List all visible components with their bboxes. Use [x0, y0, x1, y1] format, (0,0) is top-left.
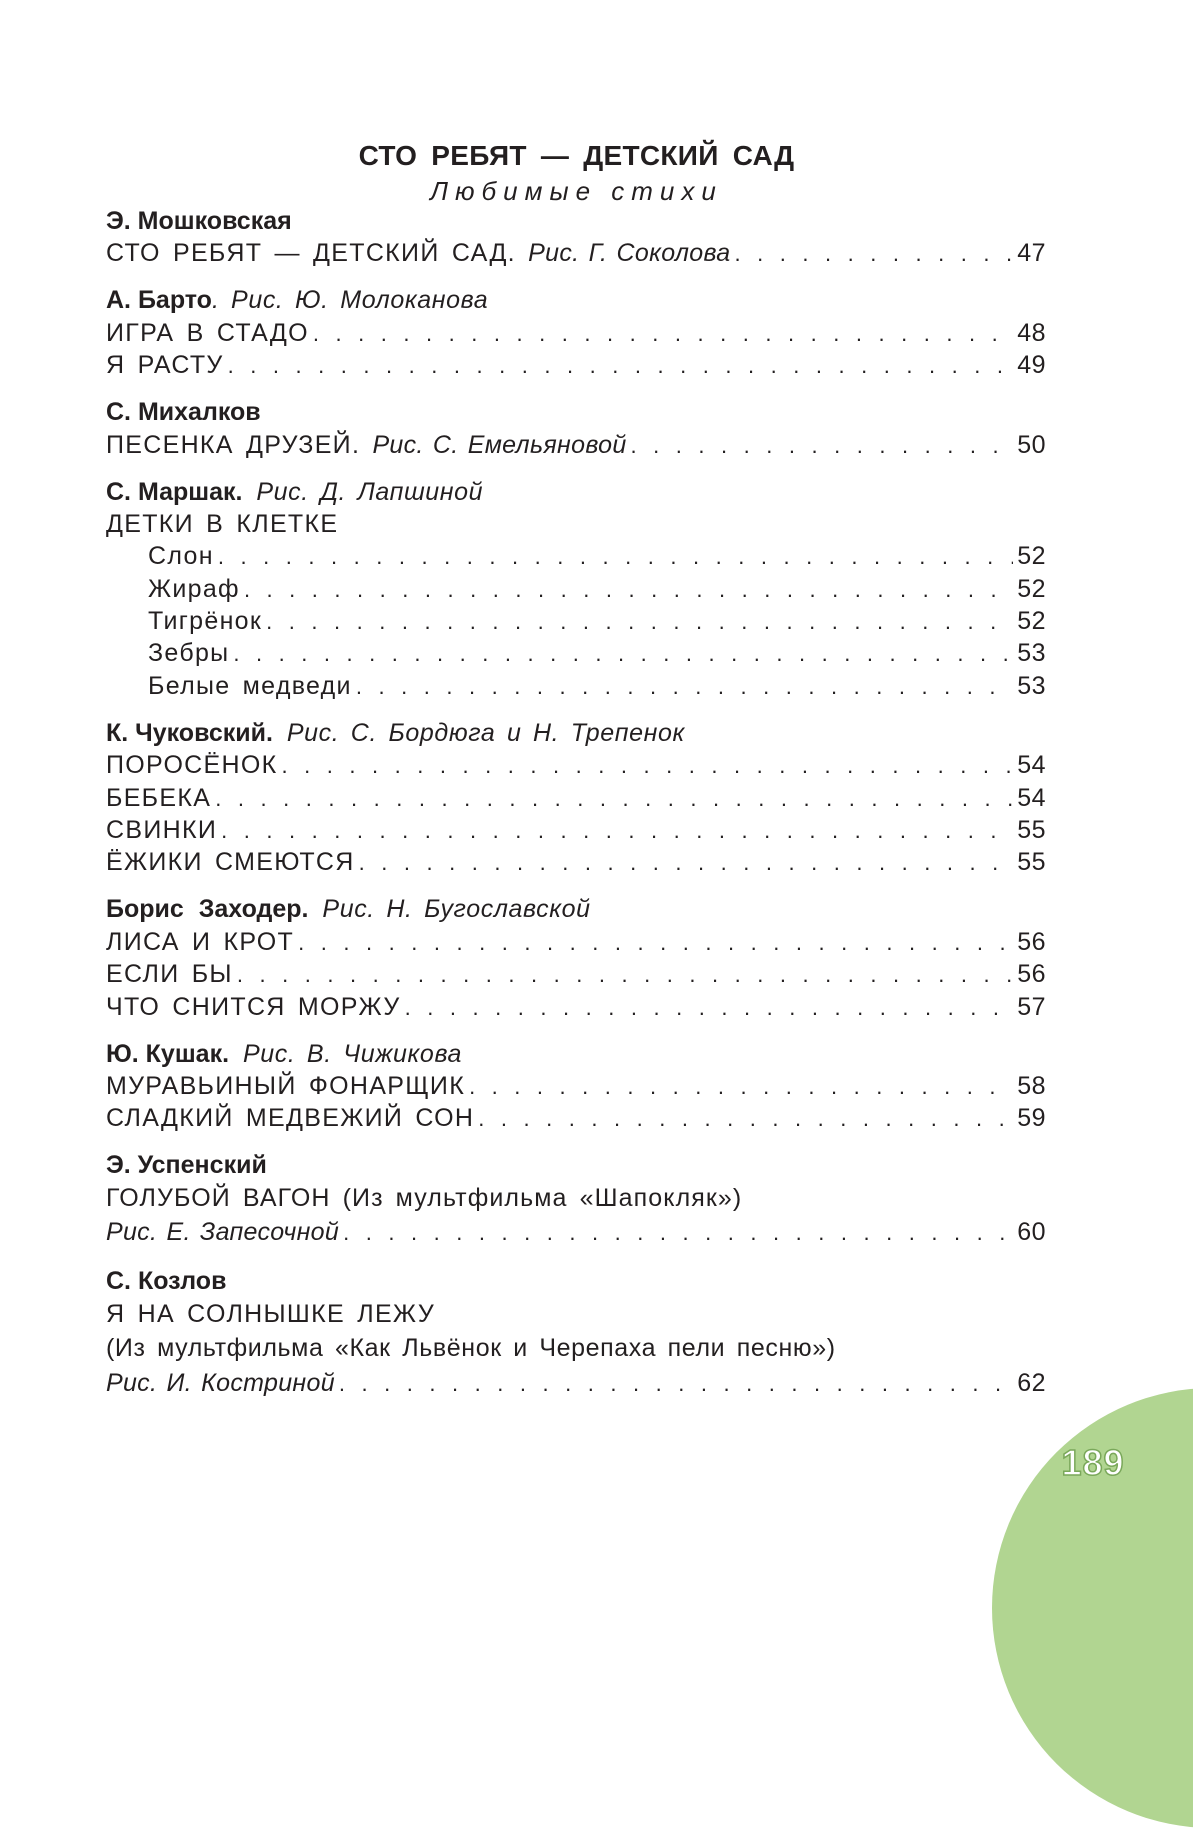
toc-entry[interactable] [106, 926, 1046, 958]
leader-dots [215, 783, 1013, 815]
illustrator: Рис. И. Костриной [106, 1369, 335, 1398]
entry-title: СЛАДКИЙ МЕДВЕЖИЙ СОН [106, 1104, 475, 1133]
entry-subtitle: (Из мультфильма «Как Львёнок и Черепаха пели песню») [106, 1334, 836, 1363]
toc-entry[interactable] [106, 991, 1046, 1023]
group-title: ДЕТКИ В КЛЕТКЕ [106, 509, 339, 538]
leader-dots [734, 238, 1013, 270]
toc-entry[interactable] [106, 958, 1046, 990]
page-number-badge: 189 [1061, 1442, 1125, 1483]
author-heading: Э. Мошковская [106, 207, 292, 235]
leader-dots [244, 574, 1013, 606]
leader-dots [356, 671, 1013, 703]
entry-title: Я РАСТУ [106, 351, 224, 380]
leader-dots [359, 847, 1014, 879]
toc-entry[interactable] [106, 605, 1046, 637]
page-number: 48 [1017, 318, 1046, 347]
toc-entry[interactable] [106, 637, 1046, 669]
toc-entry[interactable] [106, 237, 1046, 269]
entry-title: Жираф [148, 574, 240, 603]
page-number: 52 [1017, 607, 1046, 636]
toc-entry[interactable] [106, 1102, 1046, 1134]
leader-dots [298, 927, 1013, 959]
entry-title: СВИНКИ [106, 816, 218, 845]
entry-title: ПОРОСЁНОК [106, 751, 278, 780]
illustrator: Рис. Е. Запесочной [106, 1218, 340, 1247]
author-heading: Э. Успенский [106, 1151, 267, 1180]
entry-title: ЧТО СНИТСЯ МОРЖУ [106, 992, 401, 1021]
author-heading: С. Михалков [106, 398, 261, 427]
page-number: 58 [1017, 1071, 1046, 1100]
page-number: 52 [1017, 542, 1046, 571]
author-heading [106, 284, 1046, 316]
author-name: К. Чуковский. [106, 718, 273, 747]
leader-dots [282, 750, 1014, 782]
page-number: 54 [1017, 751, 1046, 780]
page-number: 50 [1017, 430, 1046, 459]
toc-entry[interactable] [106, 573, 1046, 605]
illustrator: Рис. С. Бордюга и Н. Трепенок [286, 718, 685, 747]
toc-entry[interactable] [106, 540, 1046, 572]
toc-entry[interactable] [106, 814, 1046, 846]
author-name: А. Барто [106, 286, 212, 315]
toc-entry[interactable] [106, 1070, 1046, 1102]
toc-entry[interactable] [106, 349, 1046, 381]
leader-dots [313, 318, 1013, 350]
entry-title: СТО РЕБЯТ — ДЕТСКИЙ САД. [106, 239, 516, 268]
toc-entry[interactable] [106, 846, 1046, 878]
illustrator: Рис. Г. Соколова [528, 239, 731, 268]
author-name: Ю. Кушак. [106, 1039, 230, 1068]
page-subtitle: Любимые стихи [430, 176, 723, 206]
page-number: 60 [1017, 1218, 1046, 1247]
leader-dots [266, 606, 1013, 638]
leader-dots [221, 815, 1013, 847]
page-number: 55 [1017, 816, 1046, 845]
page-number: 52 [1017, 574, 1046, 603]
entry-title: ЁЖИКИ СМЕЮТСЯ [106, 848, 355, 877]
page-number: 47 [1017, 239, 1046, 268]
leader-dots [339, 1366, 1013, 1402]
leader-dots [343, 1215, 1013, 1251]
toc-entry[interactable] [106, 670, 1046, 702]
entry-title: ИГРА В СТАДО [106, 318, 309, 347]
page-number: 53 [1017, 671, 1046, 700]
page-number: 56 [1017, 960, 1046, 989]
page-number: 55 [1017, 848, 1046, 877]
leader-dots [631, 430, 1014, 462]
leader-dots [218, 541, 1013, 573]
illustrator: Рис. Д. Лапшиной [256, 477, 484, 506]
page-title: СТО РЕБЯТ — ДЕТСКИЙ САД [358, 140, 795, 171]
toc-entry[interactable] [106, 749, 1046, 781]
toc-entry[interactable] [106, 782, 1046, 814]
entry-title: ЕСЛИ БЫ [106, 960, 233, 989]
entry-title: ПЕСЕНКА ДРУЗЕЙ. [106, 430, 361, 459]
page-number: 62 [1017, 1369, 1046, 1398]
entry-title: МУРАВЬИНЫЙ ФОНАРЩИК [106, 1071, 466, 1100]
author-name: С. Маршак. [106, 477, 243, 506]
table-of-contents [106, 205, 1046, 1401]
author-heading [106, 476, 1046, 508]
page-number: 53 [1017, 639, 1046, 668]
page-number: 57 [1017, 992, 1046, 1021]
toc-entry[interactable] [106, 317, 1046, 349]
leader-dots [405, 992, 1014, 1024]
illustrator: Рис. Н. Бугославской [322, 895, 591, 924]
entry-title: Зебры [148, 639, 230, 668]
page-number: 59 [1017, 1104, 1046, 1133]
entry-title: Белые медведи [148, 671, 352, 700]
entry-title: БЕБЕКА [106, 783, 212, 812]
entry-title: Тигрёнок [148, 607, 263, 636]
page-number: 56 [1017, 927, 1046, 956]
leader-dots [478, 1103, 1013, 1135]
entry-title: Слон [148, 542, 214, 571]
author-heading [106, 1038, 1046, 1070]
illustrator: . Рис. Ю. Молоканова [211, 286, 489, 315]
leader-dots [469, 1071, 1013, 1103]
toc-entry[interactable] [106, 1365, 1046, 1401]
entry-title: ЛИСА И КРОТ [106, 927, 295, 956]
leader-dots [228, 350, 1014, 382]
toc-entry[interactable] [106, 1214, 1046, 1250]
author-heading [106, 717, 1046, 749]
entry-title: ГОЛУБОЙ ВАГОН (Из мультфильма «Шапокляк») [106, 1183, 743, 1212]
page-number: 54 [1017, 783, 1046, 812]
entry-title: Я НА СОЛНЫШКЕ ЛЕЖУ [106, 1300, 436, 1329]
illustrator: Рис. В. Чижикова [242, 1039, 463, 1068]
leader-dots [237, 959, 1013, 991]
illustrator: Рис. С. Емельяновой [372, 430, 627, 459]
author-name: Борис Заходер. [106, 895, 309, 924]
author-heading: С. Козлов [106, 1266, 227, 1295]
leader-dots [233, 638, 1013, 670]
author-heading [106, 893, 1046, 925]
toc-entry[interactable] [106, 429, 1046, 461]
page-number: 49 [1017, 351, 1046, 380]
